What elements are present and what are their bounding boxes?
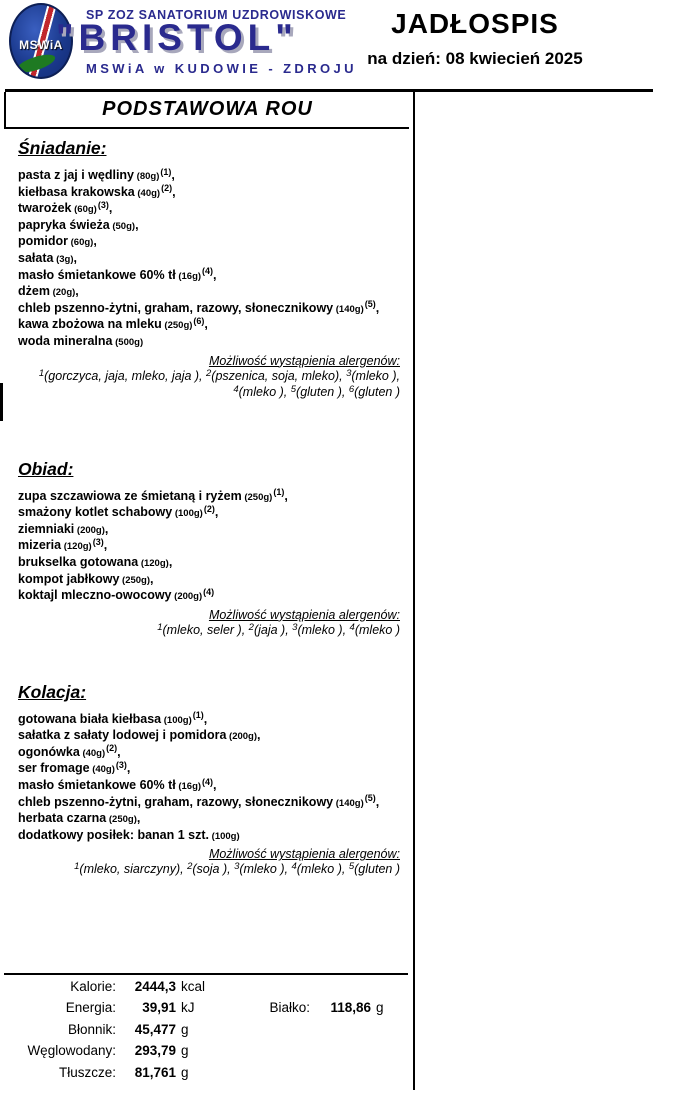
nutrition-value: 39,91: [142, 1000, 176, 1016]
menu-item: chleb pszenno-żytni, graham, razowy, słonecznikowy $(140g)^{(5)}$,: [18, 299, 380, 315]
nutrition-rule: [4, 973, 408, 975]
nutrition-unit: g: [181, 1021, 189, 1037]
item-qty: (250g): [161, 320, 193, 332]
allergen-ref: (6): [193, 315, 205, 326]
item-qty: (250g): [241, 491, 273, 503]
document-date: na dzień: 08 kwiecień 2025: [367, 49, 583, 68]
menu-item: [18, 588, 402, 605]
item-name: zupa szczawiowa ze śmietaną i ryżem: [18, 488, 242, 503]
item-qty: (100g): [209, 830, 240, 842]
nutrition-unit: g: [376, 1000, 384, 1016]
item-name: ogonówka: [18, 744, 80, 759]
nutrition-value: 118,86: [330, 1000, 371, 1016]
item-name: woda mineralna: [18, 333, 113, 348]
nutrition-row: [4, 1022, 408, 1043]
item-qty: (100g): [161, 714, 192, 726]
item-name: ziemniaki: [18, 521, 75, 536]
menu-item: mizeria $(120g)^{(3)}$,: [18, 536, 108, 553]
allergen-heading: Możliwość wystąpienia alergenów:: [208, 607, 400, 622]
menu-item: brukselka gotowana (120g),: [18, 554, 173, 569]
allergen-block: [18, 354, 402, 401]
item-name: chleb pszenno-żytni, graham, razowy, słonecznikowy: [18, 794, 334, 809]
allergen-ref: (2): [161, 183, 173, 194]
menu-item: dżem (20g),: [18, 284, 79, 299]
nutrition-unit: kcal: [181, 979, 206, 994]
item-qty: (250g): [119, 574, 151, 586]
nutrition-row: [4, 1043, 408, 1064]
allergen-ref: (1): [273, 487, 285, 498]
menu-item: masło śmietankowe 60% tł $(16g)^{(4)}$,: [18, 266, 217, 282]
allergen-ref: 4: [291, 861, 297, 873]
meal-section: [18, 458, 402, 639]
allergen-block: [18, 847, 402, 878]
nutrition-label: Węglowodany:: [27, 1043, 116, 1059]
item-qty: (80g): [134, 171, 160, 182]
item-name: mizeria: [18, 538, 62, 553]
item-name: herbata czarna: [18, 811, 107, 826]
allergen-ref: (4): [202, 776, 214, 787]
brand-name: "BRISTOL": [56, 17, 298, 58]
item-name: kawa zbożowa na mleku: [18, 317, 162, 332]
meal-section: [18, 681, 402, 879]
column-divider-line: [413, 92, 415, 1090]
item-name: papryka świeża: [18, 217, 110, 232]
diet-type-title: PODSTAWOWA ROU: [102, 98, 313, 120]
item-name: ser fromage: [18, 761, 90, 776]
allergen-line: $^1$(mleko, seler ), $^2$(jaja ), $^3$(mleko ), $^4$(mleko ): [157, 621, 400, 637]
nutrition-value: 293,79: [134, 1043, 176, 1059]
nutrition-label: Tłuszcze:: [58, 1064, 116, 1080]
item-qty: (140g): [333, 797, 364, 809]
item-name: chleb pszenno-żytni, graham, razowy, słonecznikowy: [18, 300, 334, 315]
allergen-ref: (4): [202, 266, 214, 277]
item-qty: (140g): [333, 303, 364, 315]
allergen-ref: 2: [187, 861, 193, 873]
org-name-line1: SP ZOZ SANATORIUM UZDROWISKOWE: [86, 8, 347, 22]
menu-item: kiełbasa krakowska $(40g)^{(2)}$,: [18, 183, 176, 199]
nutrition-value: 45,477: [134, 1021, 176, 1037]
item-qty: (40g): [79, 747, 106, 759]
menu-item: [18, 828, 402, 845]
allergen-ref: 4: [233, 383, 239, 395]
item-qty: (200g): [226, 731, 258, 743]
item-name: pasta z jaj i wędliny: [18, 168, 135, 182]
menu-item: chleb pszenno-żytni, graham, razowy, słonecznikowy $(140g)^{(5)}$,: [18, 793, 380, 809]
menu-item: kompot jabłkowy (250g),: [18, 571, 154, 586]
item-qty: (200g): [171, 591, 203, 603]
document-title: JADŁOSPIS: [391, 8, 559, 39]
allergen-ref: 5: [348, 861, 355, 873]
allergen-ref: (5): [364, 793, 376, 804]
allergen-ref: (1): [160, 166, 172, 177]
allergen-ref: (2): [203, 503, 215, 514]
menu-item: twarożek $(60g)^{(3)}$,: [18, 199, 113, 216]
item-qty: (100g): [172, 508, 203, 520]
menu-item: masło śmietankowe 60% tł $(16g)^{(4)}$,: [18, 776, 217, 793]
nutrition-label: Energia:: [65, 1000, 116, 1016]
item-qty: (3g): [53, 253, 74, 265]
item-name: dżem: [18, 284, 50, 299]
item-qty: (16g): [175, 270, 202, 282]
menu-item: ziemniaki (200g),: [18, 521, 109, 536]
item-name: kiełbasa krakowska: [18, 184, 135, 199]
item-qty: (16g): [175, 781, 202, 793]
allergen-ref: 1: [74, 861, 80, 873]
item-qty: (120g): [138, 557, 169, 569]
allergen-ref: (5): [364, 299, 376, 310]
meal-title: Śniadanie:: [18, 138, 107, 158]
allergen-ref: (4): [203, 586, 215, 597]
menu-item: kawa zbożowa na mleku $(250g)^{(6)}$,: [18, 315, 208, 332]
item-name: pomidor: [18, 234, 68, 249]
item-name: masło śmietankowe 60% tł: [18, 778, 176, 793]
item-name: brukselka gotowana: [18, 554, 139, 569]
meal-title: Kolacja:: [18, 681, 87, 702]
item-qty: (60g): [68, 237, 94, 249]
allergen-ref: 4: [349, 621, 355, 633]
allergen-line: $^4$(mleko ), $^5$(gluten ), $^6$(gluten ): [233, 383, 400, 399]
allergen-ref: 2: [206, 367, 212, 379]
menu-item: pomidor (60g),: [18, 234, 97, 249]
item-qty: (500g): [112, 336, 144, 348]
nutrition-row: [4, 1000, 408, 1021]
menu-item: sałata (3g),: [18, 250, 77, 265]
item-qty: (20g): [49, 287, 76, 299]
allergen-ref: 5: [290, 383, 297, 395]
nutrition-value: 81,761: [134, 1064, 176, 1080]
menu-item: [18, 334, 402, 351]
menu-item: herbata czarna (250g),: [18, 811, 141, 826]
nutrition-unit: g: [181, 1043, 189, 1059]
item-name: sałata: [18, 250, 54, 265]
allergen-line: $^1$(gorczyca, jaja, mleko, jaja ), $^2$(pszenica, soja, mleko), $^3$(mleko ),: [38, 367, 400, 383]
menu-item: ogonówka $(40g)^{(2)}$,: [18, 743, 121, 759]
menu-item: zupa szczawiowa ze śmietaną i ryżem $(250g)^{(1)}$,: [18, 487, 288, 503]
allergen-heading: Możliwość wystąpienia alergenów:: [208, 847, 400, 862]
item-qty: (40g): [89, 764, 115, 776]
nutrition-unit: g: [181, 1064, 189, 1080]
logo-text: MSWiA: [19, 38, 63, 52]
item-name: masło śmietankowe 60% tł: [18, 267, 176, 282]
allergen-ref: 1: [157, 621, 163, 633]
meal-section: [18, 137, 402, 401]
allergen-ref: (3): [115, 759, 127, 770]
nutrition-row: [4, 979, 408, 1000]
nutrition-value: 2444,3: [134, 979, 176, 994]
org-name-line2: MSWiA w KUDOWIE - ZDROJU: [86, 61, 357, 76]
allergen-ref: (3): [97, 199, 109, 210]
allergen-ref: (2): [106, 743, 118, 754]
diet-type-header: [4, 92, 409, 129]
menu-item: sałatka z sałaty lodowej i pomidora (200g),: [18, 728, 261, 743]
nutrition-unit: kJ: [181, 1000, 195, 1016]
allergen-ref: 2: [248, 621, 254, 633]
item-name: gotowana biała kiełbasa: [18, 711, 162, 726]
item-name: sałatka z sałaty lodowej i pomidora: [18, 728, 227, 743]
menu-item: pasta z jaj i wędliny $(80g)^{(1)}$,: [18, 166, 175, 182]
allergen-ref: 6: [348, 383, 355, 395]
item-name: dodatkowy posiłek: banan 1 szt.: [18, 827, 210, 842]
allergen-ref: (3): [92, 536, 104, 547]
allergen-ref: 3: [234, 861, 240, 873]
allergen-ref: 3: [292, 621, 298, 633]
nutrition-row: [4, 1065, 408, 1086]
menu-item: gotowana biała kiełbasa $(100g)^{(1)}$,: [18, 710, 208, 726]
item-qty: (50g): [109, 220, 136, 232]
menu-sections: [18, 137, 402, 878]
nutrition-label: Białko:: [269, 1000, 310, 1016]
nutrition-summary: [4, 979, 408, 1086]
nutrition-label: Kalorie:: [70, 979, 116, 994]
item-qty: (200g): [74, 524, 105, 536]
nutrition-label: Błonnik:: [67, 1021, 116, 1037]
allergen-ref: 3: [346, 367, 352, 379]
item-qty: (40g): [134, 187, 161, 199]
item-name: koktajl mleczno-owocowy: [18, 588, 172, 603]
item-name: smażony kotlet schabowy: [18, 505, 173, 520]
menu-item: papryka świeża (50g),: [18, 217, 139, 232]
item-qty: (120g): [61, 541, 92, 553]
menu-item: ser fromage $(40g)^{(3)}$,: [18, 759, 131, 776]
left-border-segment: [0, 383, 3, 421]
allergen-heading: Możliwość wystąpienia alergenów:: [208, 353, 400, 368]
item-name: twarożek: [18, 201, 72, 216]
meal-title: Obiad:: [18, 458, 74, 479]
item-qty: (60g): [71, 204, 97, 216]
allergen-line: $^1$(mleko, siarczyny), $^2$(soja ), $^3$(mleko ), $^4$(mleko ), $^5$(gluten ): [74, 861, 400, 877]
allergen-block: [18, 608, 402, 639]
allergen-ref: 1: [38, 367, 45, 379]
menu-item: smażony kotlet schabowy $(100g)^{(2)}$,: [18, 503, 219, 520]
item-qty: (250g): [106, 814, 137, 826]
item-name: kompot jabłkowy: [18, 571, 120, 586]
allergen-ref: (1): [192, 710, 204, 721]
